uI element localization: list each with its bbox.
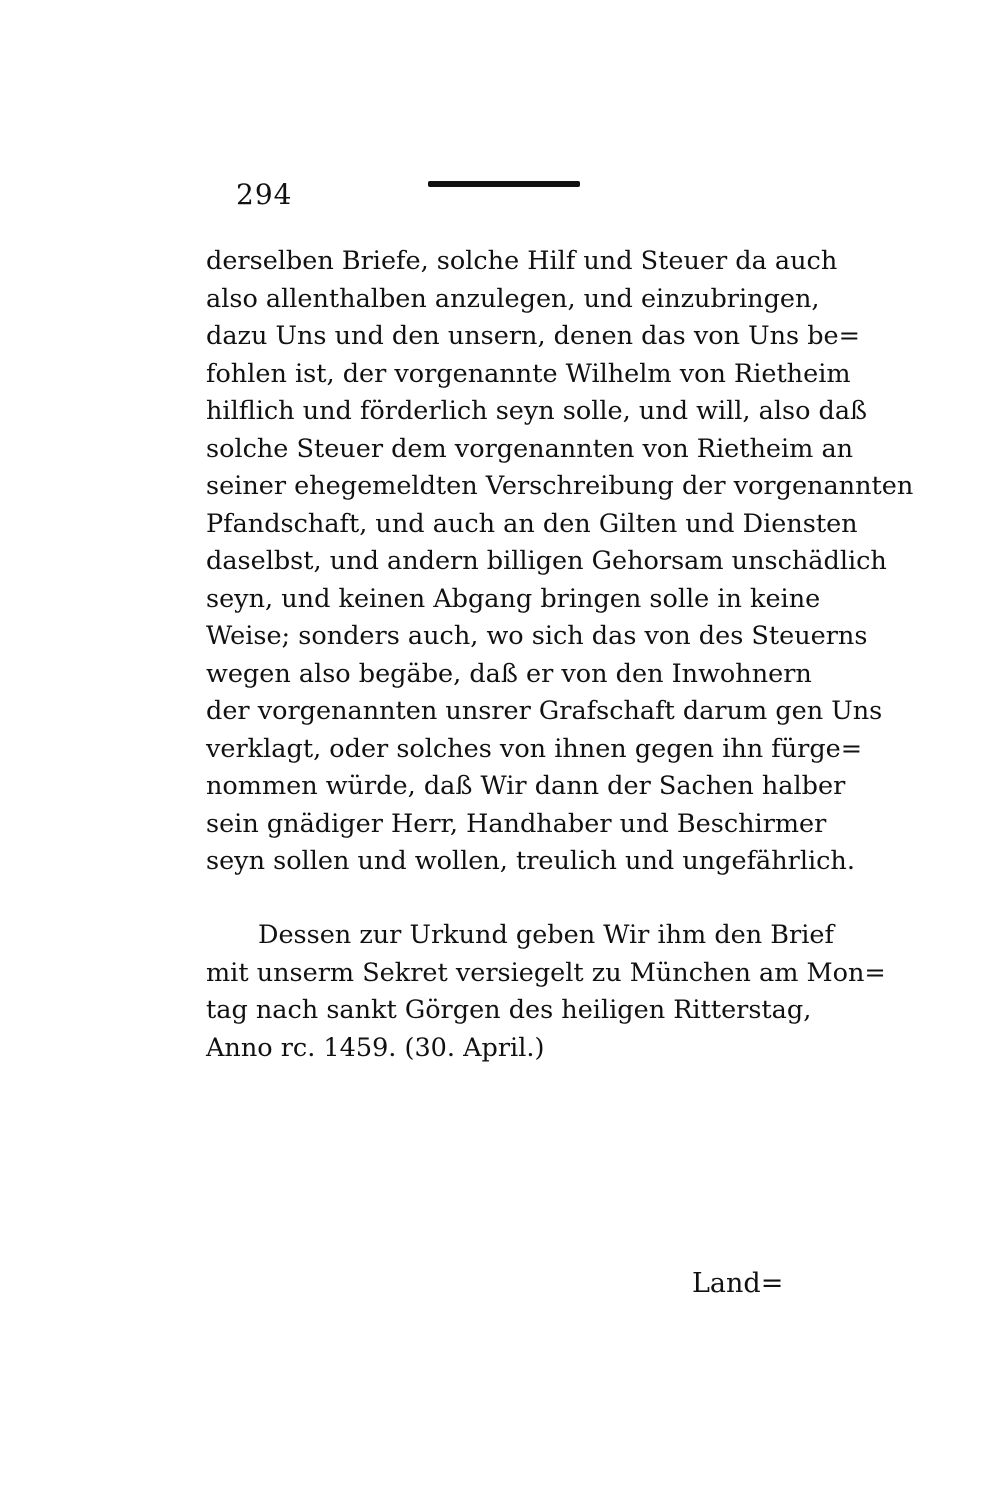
text-line: fohlen ist, der vorgenannte Wilhelm von Rietheim xyxy=(206,358,851,389)
text-line: seiner ehegemeldten Verschreibung der vorgenannten xyxy=(206,471,914,501)
text-line: dazu Uns und den unsern, denen das von Uns be= xyxy=(206,321,861,351)
text-line: seyn sollen und wollen, treulich und ungefährlich. xyxy=(206,846,855,876)
paragraph-1 xyxy=(206,243,914,881)
text-line: nommen würde, daß Wir dann der Sachen halber xyxy=(206,771,846,801)
text-line: Pfandschaft, und auch an den Gilten und Diensten xyxy=(206,508,858,539)
text-line: Dessen zur Urkund geben Wir ihm den Brief xyxy=(258,920,834,950)
text-line: mit unserm Sekret versiegelt zu München am Mon= xyxy=(206,957,886,988)
text-line: Anno rc. 1459. (30. April.) xyxy=(206,1032,545,1063)
text-line: der vorgenannten unsrer Grafschaft darum gen Uns xyxy=(206,696,883,726)
text-line: derselben Briefe, solche Hilf und Steuer da auch xyxy=(206,246,838,276)
paragraph-2 xyxy=(206,917,886,1067)
text-line: sein gnädiger Herr, Handhaber und Beschirmer xyxy=(206,808,827,839)
text-line: solche Steuer dem vorgenannten von Rietheim an xyxy=(206,433,854,464)
text-line: wegen also begäbe, daß er von den Inwohnern xyxy=(206,658,812,689)
text-line: Weise; sonders auch, wo sich das von des Steuerns xyxy=(206,621,868,651)
text-line: seyn, und keinen Abgang bringen solle in keine xyxy=(206,583,821,614)
text-line: also allenthalben anzulegen, und einzubringen, xyxy=(206,283,820,314)
text-line: verklagt, oder solches von ihnen gegen ihn fürge= xyxy=(206,733,863,764)
text-line: daselbst, und andern billigen Gehorsam unschädlich xyxy=(206,546,887,576)
header-rule xyxy=(428,181,580,187)
page-number: 294 xyxy=(236,178,293,211)
text-line: tag nach sankt Görgen des heiligen Ritterstag, xyxy=(206,995,812,1025)
text-line: hilflich und förderlich seyn solle, und will, also daß xyxy=(206,396,868,426)
catchword: Land= xyxy=(692,1268,784,1299)
